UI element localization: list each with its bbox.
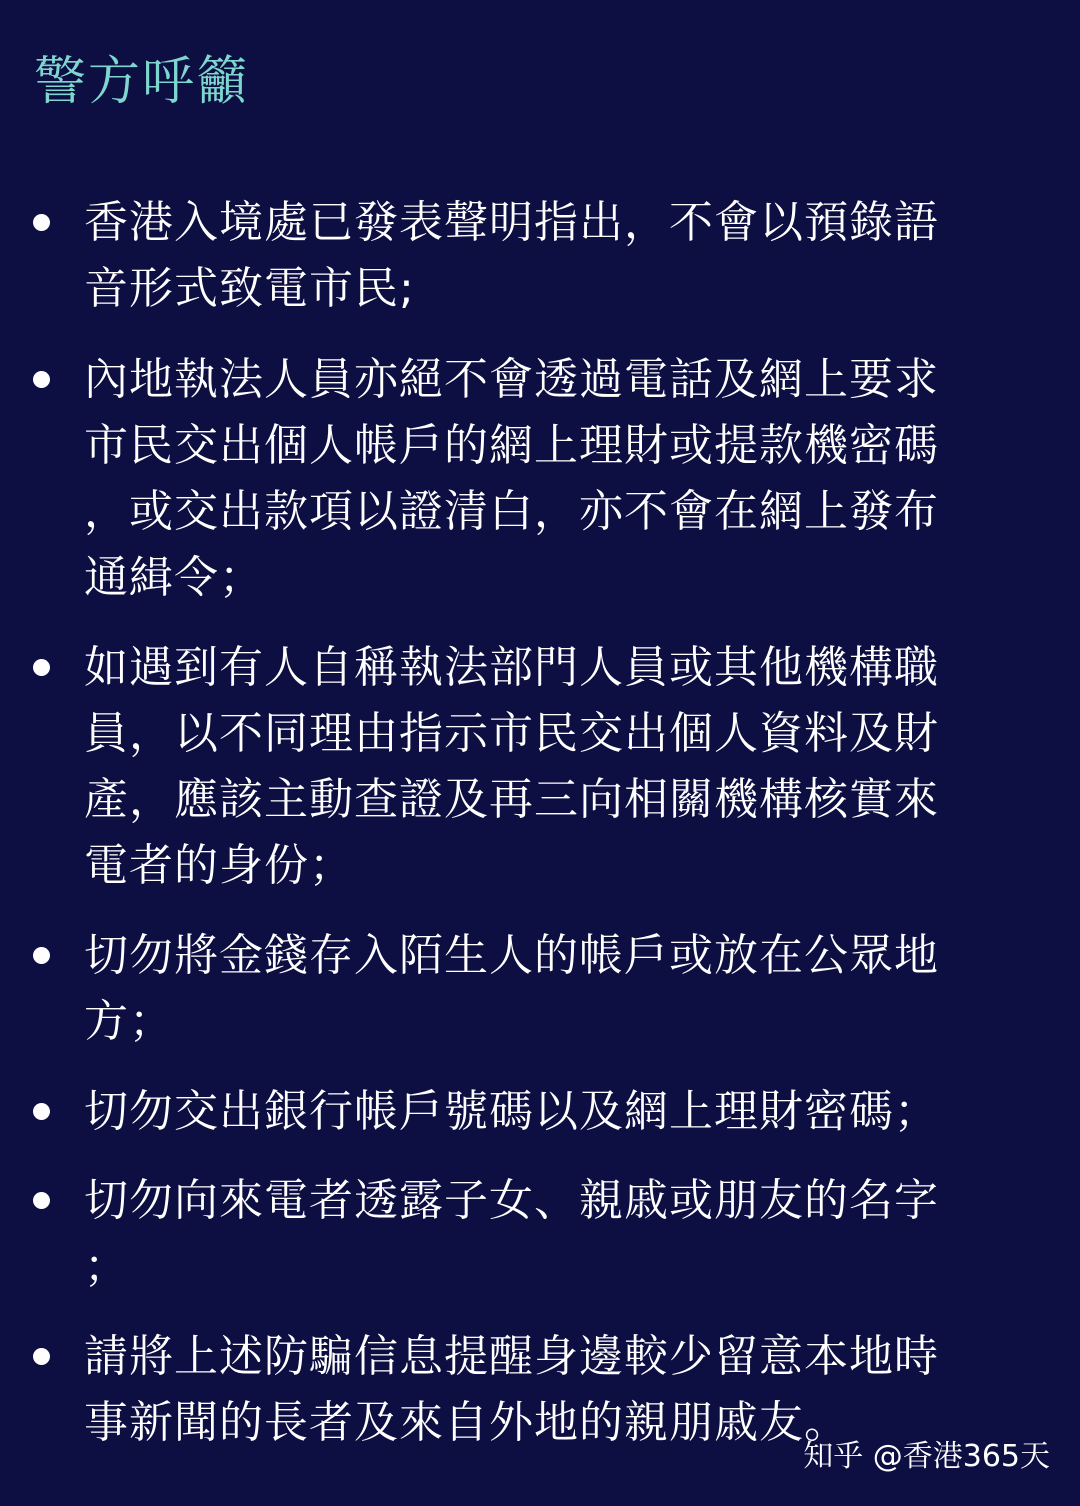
list-item-text: 如遇到有人自稱執法部門人員或其他機構職員，以不同理由指示市民交出個人資料及財產，應該主動查證及再三向相關機構核實來電者的身份； [84,642,939,891]
bullet-dot-icon [33,371,50,388]
bullet-dot-icon [33,659,50,676]
list-item-text: 切勿將金錢存入陌生人的帳戶或放在公眾地方； [84,930,939,1047]
zhihu-watermark: 知乎 @香港365天 [803,1439,1050,1474]
bullet-dot-icon [33,1103,50,1120]
page-title: 警方呼籲 [34,52,251,112]
bullet-dot-icon [33,214,50,231]
list-item-text: 切勿向來電者透露子女、親戚或朋友的名字； [84,1175,939,1292]
list-item-text: 切勿交出銀行帳戶號碼以及網上理財密碼； [84,1086,939,1137]
list-item-text: 內地執法人員亦絕不會透過電話及網上要求市民交出個人帳戶的網上理財或提款機密碼，或交出款項以證清白，亦不會在網上發布通緝令； [84,354,939,603]
list-item-text: 香港入境處已發表聲明指出，不會以預錄語音形式致電市民; [84,197,939,314]
bullet-dot-icon [33,947,50,964]
bullet-dot-icon [33,1348,50,1365]
list-item-text: 請將上述防騙信息提醒身邊較少留意本地時事新聞的長者及來自外地的親朋戚友。 [84,1331,939,1448]
bullet-dot-icon [33,1192,50,1209]
